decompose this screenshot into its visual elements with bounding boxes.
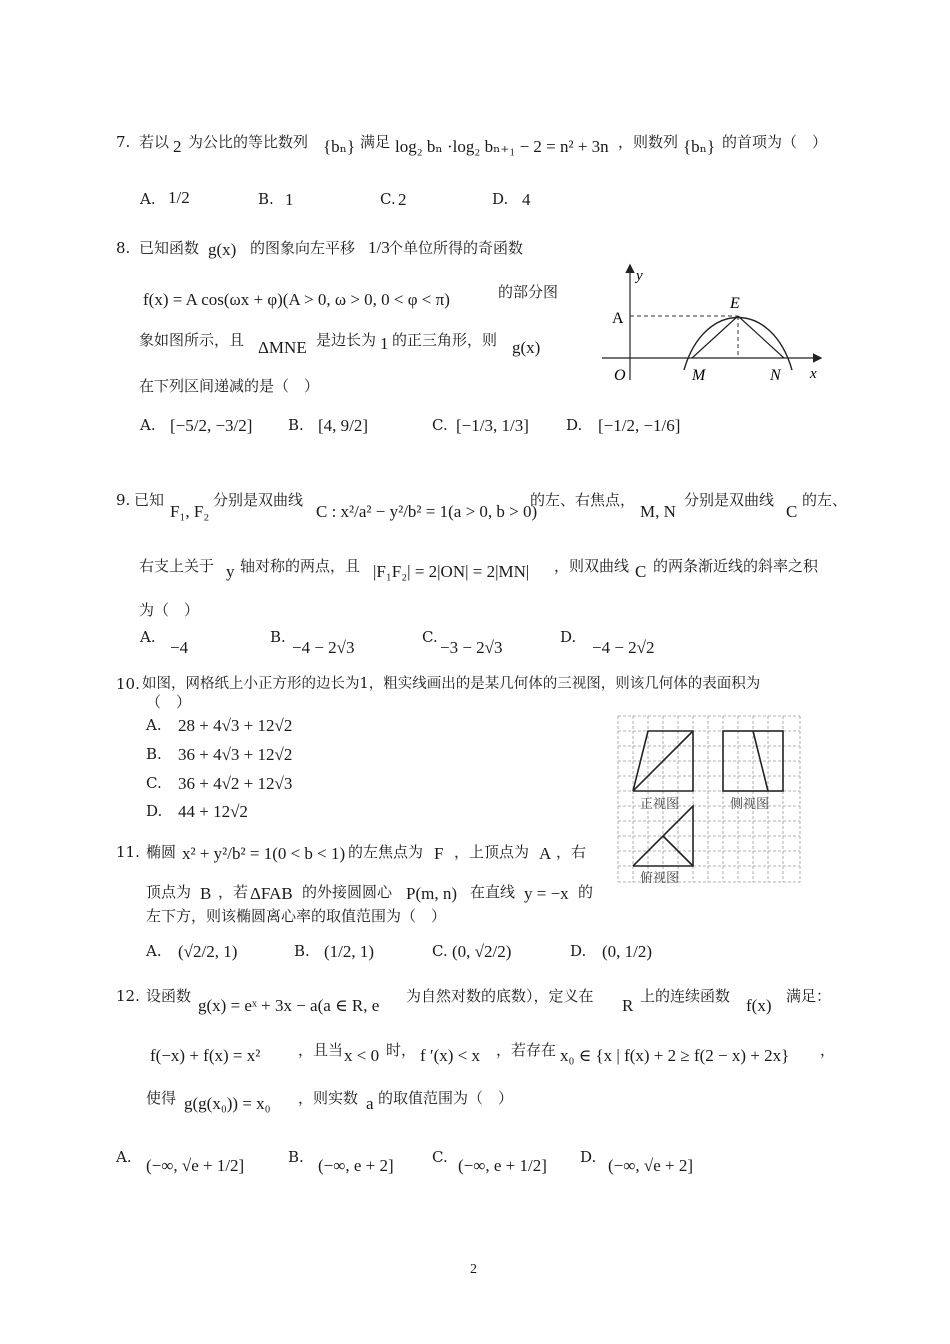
q9-text: 分别是双曲线 (684, 491, 775, 509)
q7-option-label: A. (140, 190, 156, 208)
q11-text: 的 (578, 883, 594, 901)
q12-option-label: B. (288, 1148, 304, 1166)
page-number: 2 (470, 1262, 477, 1277)
q11-text: 的外接圆圆心 (302, 883, 393, 901)
q9-text: 的左、 (802, 491, 848, 509)
q10-option-value: 44 + 12√2 (178, 802, 248, 821)
q12-math: x₀ ∈ {x | f(x) + 2 ≥ f(2 − x) + 2x} (560, 1046, 790, 1065)
q11-text: 左下方，则该椭圆离心率的取值范围为（ ） (146, 907, 447, 925)
q9-number: 9. (116, 491, 131, 509)
label-y: y (636, 268, 643, 284)
label-m: M (692, 367, 706, 384)
q9-text: ，则双曲线 (554, 557, 630, 575)
q9-option-label: D. (560, 628, 577, 646)
q12-text: ，则实数 (298, 1089, 359, 1107)
q8-text: 在下列区间递减的是（ ） (139, 377, 320, 395)
q11-option-value: (1/2, 1) (324, 942, 375, 961)
q12-text: 时， (386, 1041, 417, 1059)
triangle-side-en (738, 316, 784, 358)
q8-option-value: [−5/2, −3/2] (170, 416, 253, 435)
q11-math: F (434, 844, 444, 863)
q9-math: C (635, 562, 647, 581)
q7-math: log₂ bₙ ·log₂ bₙ₊₁ − 2 = n² + 3n (395, 137, 609, 156)
q10-text: 如图，网格纸上小正方形的边长为1，粗实线画出的是某几何体的三视图，则该几何体的表面积为 (142, 676, 761, 692)
q7-option-label: C. (380, 190, 396, 208)
q7-option-value: 2 (398, 190, 407, 209)
q8-text: 的正三角形，则 (392, 331, 498, 349)
q9-text: 为（ ） (139, 601, 200, 619)
q9-math: y (226, 562, 235, 581)
q12-option-value: (−∞, e + 1/2] (458, 1156, 547, 1175)
q12-text: 上的连续函数 (640, 987, 731, 1005)
label-n: N (770, 367, 781, 384)
q12-math: f(−x) + f(x) = x² (150, 1046, 261, 1065)
label-e: E (730, 295, 740, 312)
q9-text: 的左、右焦点， (530, 491, 636, 509)
q9-text: 右支上关于 (139, 557, 215, 575)
q7-option-label: D. (492, 190, 509, 208)
q7-option-value: 1/2 (168, 188, 190, 207)
q12-text: 设函数 (146, 987, 192, 1005)
front-view-label: 正视图 (640, 796, 680, 811)
q12-text: 的取值范围为（ ） (378, 1089, 514, 1107)
q7-text: 满足 (360, 133, 391, 151)
q11-text: ，右 (556, 843, 587, 861)
q7-math: {bₙ} (683, 137, 716, 156)
q8-option-label: A. (140, 416, 156, 434)
q9-math: F₁, F₂ (170, 502, 210, 521)
q11-option-label: C. (432, 942, 448, 960)
q7-text: ，则数列 (618, 133, 679, 151)
q7-text: 为公比的等比数列 (188, 133, 309, 151)
q7-text: 的首项为（ ） (722, 133, 828, 151)
q12-math: f(x) (746, 996, 772, 1015)
q8-math: g(x) (208, 240, 237, 259)
q7-text: 若以 (139, 133, 170, 151)
q8-text: 象如图所示，且 (139, 331, 245, 349)
q8-option-value: [−1/3, 1/3] (456, 416, 529, 435)
q12-option-label: C. (432, 1148, 448, 1166)
q7-option-value: 4 (522, 190, 531, 209)
q11-math: y = −x (524, 884, 569, 903)
q11-text: 的左焦点为 (348, 843, 424, 861)
q11-text: 在直线 (470, 883, 516, 901)
q12-math: R (622, 996, 634, 1015)
q8-math: f(x) = A cos(ωx + φ)(A > 0, ω > 0, 0 < φ < π) (143, 290, 450, 309)
q12-math: x < 0 (344, 1046, 380, 1065)
q11-text: ，若 (218, 883, 249, 901)
q9-option-label: C. (422, 628, 438, 646)
q9-text: 已知 (134, 491, 165, 509)
q11-option-value: (0, √2/2) (452, 942, 512, 961)
q8-text: 是边长为 (316, 331, 377, 349)
q12-text: ，且当 (298, 1041, 344, 1059)
q11-math: A (539, 844, 552, 863)
q8-text: 个单位所得的奇函数 (388, 239, 524, 257)
label-o: O (614, 367, 626, 384)
q7-option-value: 1 (285, 190, 294, 209)
q10-option-label: C. (146, 774, 162, 792)
q10-option-value: 36 + 4√3 + 12√2 (178, 745, 293, 764)
q11-text: 顶点为 (146, 883, 192, 901)
q9-text: 轴对称的两点，且 (240, 557, 361, 575)
q7-math: 2 (173, 137, 182, 156)
q11-option-value: (√2/2, 1) (178, 942, 238, 961)
q11-option-value: (0, 1/2) (602, 942, 653, 961)
q8-option-label: C. (432, 416, 448, 434)
q9-option-value: −4 − 2√2 (592, 638, 655, 657)
q10-three-view-figure (614, 712, 804, 888)
q8-text: 的部分图 (498, 283, 559, 301)
q11-text: 椭圆 (146, 843, 177, 861)
q12-text: 使得 (146, 1089, 177, 1107)
q12-text: ， (820, 1041, 836, 1059)
q9-option-value: −3 − 2√3 (440, 638, 503, 657)
q9-text: 的两条渐近线的斜率之积 (653, 557, 819, 575)
q10-number: 10. (116, 675, 140, 693)
q12-math: g(x) = eˣ + 3x − a(a ∈ R, e (198, 996, 380, 1015)
q12-math: a (366, 1094, 374, 1113)
q11-math: B (200, 884, 212, 903)
q9-option-value: −4 (170, 638, 189, 657)
q9-option-label: A. (140, 628, 156, 646)
triangle-side-me (692, 316, 738, 358)
q9-math: C (786, 502, 798, 521)
q12-option-value: (−∞, e + 2] (318, 1156, 394, 1175)
q10-text: （ ） (146, 693, 192, 711)
q12-text: 满足： (786, 987, 832, 1005)
q12-math: f ′(x) < x (420, 1046, 481, 1065)
q8-option-label: D. (566, 416, 583, 434)
q8-math: 1 (380, 334, 389, 353)
q12-option-label: A. (116, 1148, 132, 1166)
q7-option-label: B. (258, 190, 274, 208)
q9-math: C : x²/a² − y²/b² = 1(a > 0, b > 0) (316, 502, 538, 521)
q9-text: 分别是双曲线 (213, 491, 304, 509)
q12-option-label: D. (580, 1148, 597, 1166)
q11-math: x² + y²/b² = 1(0 < b < 1) (182, 844, 346, 863)
q12-math: g(g(x₀)) = x₀ (184, 1094, 271, 1113)
q11-number: 11. (116, 843, 140, 861)
q11-math: ΔFAB (250, 884, 293, 903)
q10-option-label: A. (146, 716, 162, 734)
q9-math: M, N (640, 502, 676, 521)
label-x: x (810, 366, 817, 382)
q11-math: P(m, n) (406, 884, 457, 903)
q8-option-value: [−1/2, −1/6] (598, 416, 681, 435)
q9-option-value: −4 − 2√3 (292, 638, 355, 657)
q7-number: 7. (116, 133, 131, 151)
q7-math: {bₙ} (323, 137, 356, 156)
q8-option-value: [4, 9/2] (318, 416, 369, 435)
q11-option-label: D. (570, 942, 587, 960)
q11-option-label: B. (294, 942, 310, 960)
q8-option-label: B. (288, 416, 304, 434)
top-view-label: 俯视图 (640, 870, 680, 885)
q8-text: 已知函数 (139, 239, 200, 257)
q8-math: ΔMNE (258, 338, 307, 357)
side-view-label: 侧视图 (730, 796, 770, 811)
q12-number: 12. (116, 987, 140, 1005)
q12-text: ，若存在 (496, 1041, 557, 1059)
q10-option-value: 36 + 4√2 + 12√3 (178, 774, 293, 793)
q10-option-value: 28 + 4√3 + 12√2 (178, 716, 293, 735)
q9-option-label: B. (270, 628, 286, 646)
q8-text: 的图象向左平移 (250, 239, 356, 257)
q11-option-label: A. (146, 942, 162, 960)
q12-option-value: (−∞, √e + 1/2] (146, 1156, 245, 1175)
q8-math: 1/3 (368, 238, 390, 257)
q12-option-value: (−∞, √e + 2] (608, 1156, 693, 1175)
q8-math: g(x) (512, 338, 541, 357)
q10-option-label: D. (146, 802, 163, 820)
q8-graph-figure (598, 258, 828, 388)
q10-option-label: B. (146, 745, 162, 763)
label-a: A (612, 310, 624, 327)
q12-text: 为自然对数的底数），定义在 (406, 987, 594, 1005)
q8-number: 8. (116, 239, 131, 257)
q11-text: ，上顶点为 (454, 843, 530, 861)
q9-math: |F₁F₂| = 2|ON| = 2|MN| (373, 562, 530, 581)
